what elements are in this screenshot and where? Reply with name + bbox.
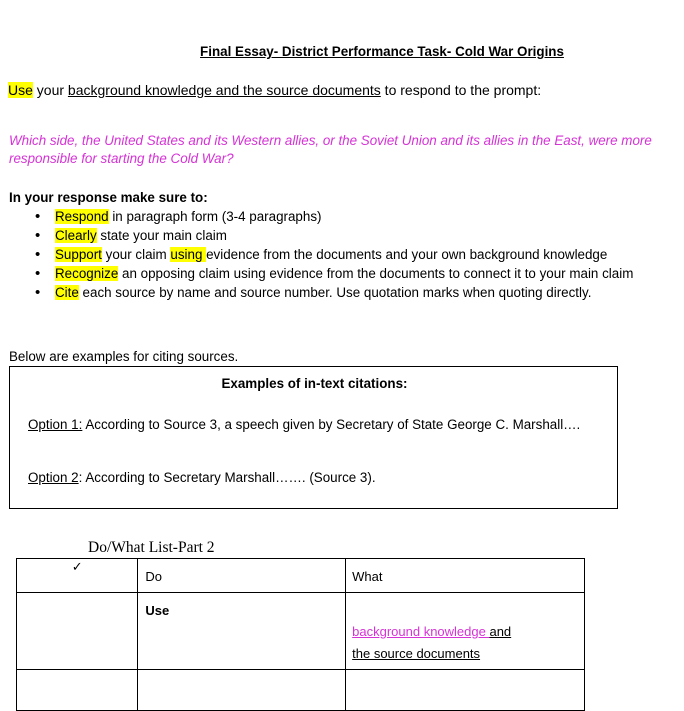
citing-intro: Below are examples for citing sources. (9, 349, 239, 364)
citation-examples-title: Examples of in-text citations: (221, 376, 408, 391)
option-1-text: According to Source 3, a speech given by Secretary of State George C. Marshall…. (82, 417, 581, 432)
requirement-text: evidence from the documents and your own background knowledge (206, 247, 608, 262)
table-header-row (17, 559, 585, 593)
what-link: background knowledge (352, 624, 490, 639)
what-and: and (489, 624, 512, 639)
requirement-item (35, 226, 645, 245)
requirement-keyword: Respond (55, 209, 109, 224)
requirement-item (35, 283, 645, 302)
citation-option-1 (28, 414, 588, 436)
requirement-text: each source by name and source number. Use quotation marks when quoting directly. (78, 285, 592, 300)
do-what-list-title: Do/What List-Part 2 (88, 539, 215, 556)
do-header: Do (145, 569, 163, 584)
intro-text-2: to respond to the prompt: (380, 82, 542, 98)
requirement-item (35, 207, 645, 226)
requirement-text: an opposing claim using evidence from the documents to connect it to your main claim (118, 266, 634, 281)
citation-examples-box (9, 366, 618, 509)
option-2-label: Option 2 (28, 470, 79, 485)
requirement-keyword: Recognize (55, 266, 119, 281)
check-header: ✓ (17, 559, 138, 593)
requirement-item (35, 264, 645, 283)
table-row (17, 670, 585, 711)
requirement-text: state your main claim (96, 228, 227, 243)
requirement-keyword: Clearly (55, 228, 97, 243)
requirement-text: in paragraph form (3-4 paragraphs) (108, 209, 322, 224)
essay-prompt: Which side, the United States and its Western allies, or the Soviet Union and its allies in the East, were more responsible for starting the Cold War? (9, 133, 652, 166)
requirement-keyword-2: using (170, 247, 207, 262)
requirement-item (35, 245, 645, 264)
intro-underlined-text: background knowledge and the source documents (67, 82, 381, 98)
intro-text-1: your (32, 82, 68, 98)
requirements-list (35, 207, 645, 302)
table-row (17, 593, 585, 670)
check-cell (17, 593, 138, 670)
what-line-2: the source documents (352, 646, 481, 661)
option-1-label: Option 1: (28, 417, 83, 432)
requirement-text: your claim (101, 247, 171, 262)
requirement-keyword: Support (55, 247, 102, 262)
do-cell: Use (145, 603, 170, 618)
citation-option-2 (28, 470, 376, 485)
option-2-text: : According to Secretary Marshall……. (Source 3). (78, 470, 376, 485)
page-title: Final Essay- District Performance Task- Cold War Origins (200, 44, 564, 59)
requirement-keyword: Cite (55, 285, 79, 300)
what-cell (346, 593, 584, 665)
intro-use-word: Use (8, 82, 33, 98)
do-what-table (16, 558, 585, 711)
requirements-heading: In your response make sure to: (9, 190, 208, 205)
what-header: What (352, 569, 383, 584)
intro-line (8, 82, 541, 98)
